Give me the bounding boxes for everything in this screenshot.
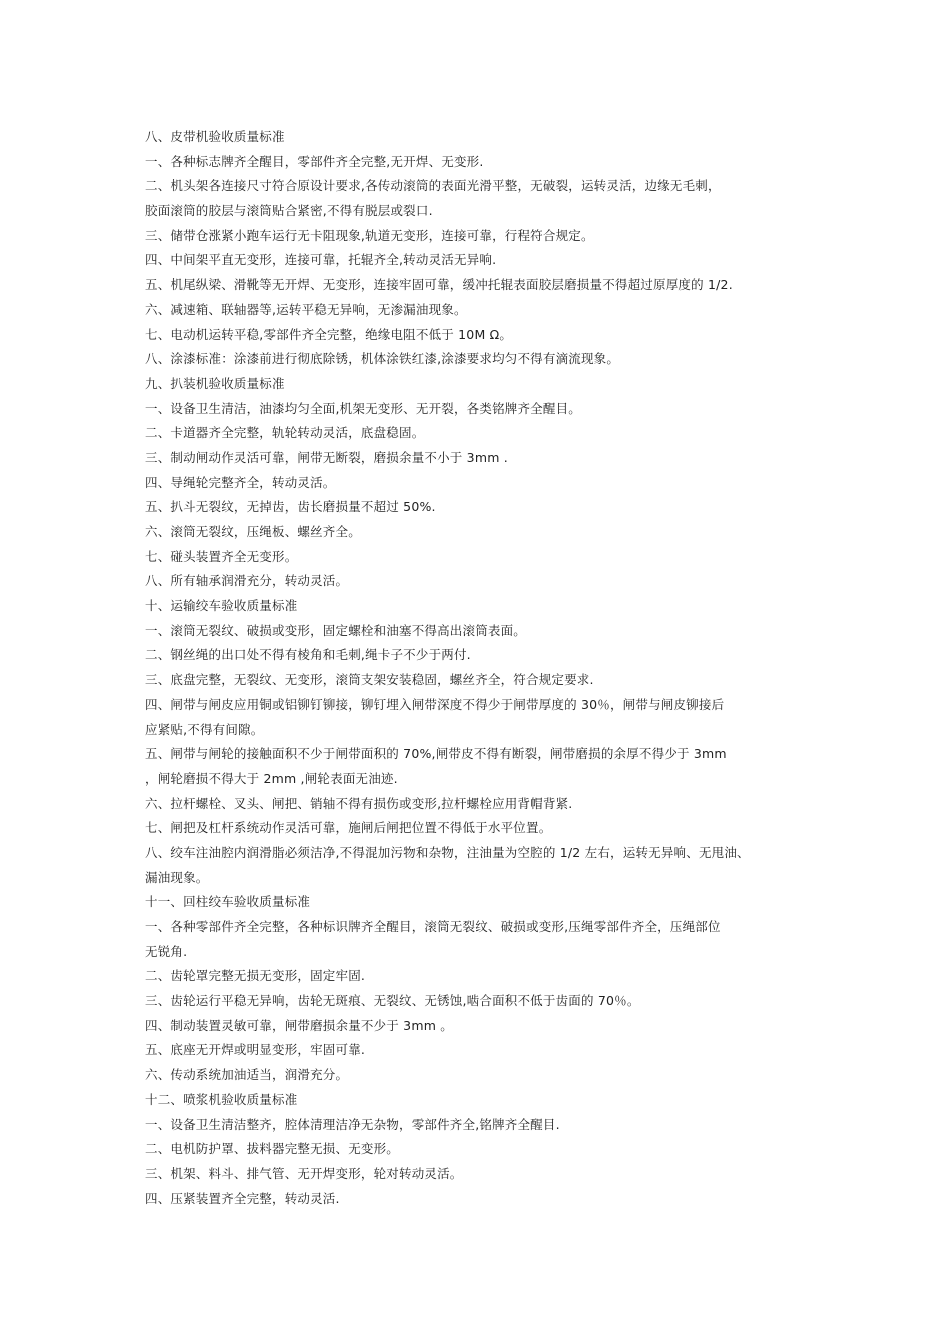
text-line: 三、底盘完整，无裂纹、无变形，滚筒支架安装稳固，螺丝齐全，符合规定要求. xyxy=(145,672,594,688)
text-line: 一、设备卫生清洁整齐，腔体清理洁净无杂物，零部件齐全,铭牌齐全醒目. xyxy=(145,1116,560,1132)
text-line: 一、设备卫生清洁，油漆均匀全面,机架无变形、无开裂，各类铭牌齐全醒目。 xyxy=(145,400,581,416)
text-line: 五、扒斗无裂纹，无掉齿，齿长磨损量不超过 50%. xyxy=(145,499,436,515)
text-line: 六、拉杆螺栓、叉头、闸把、销轴不得有损伤或变形,拉杆螺栓应用背帽背紧. xyxy=(145,795,573,811)
text-line: 一、各种零部件齐全完整，各种标识牌齐全醒目，滚筒无裂纹、破损或变形,压绳零部件齐全，压绳部位 xyxy=(145,919,721,934)
text-line: 四、中间架平直无变形，连接可靠，托辊齐全,转动灵活无异响. xyxy=(145,252,497,268)
text-line: 一、滚筒无裂纹、破损或变形，固定螺栓和油塞不得高出滚筒表面。 xyxy=(145,622,527,638)
text-line: 三、机架、料斗、排气管、无开焊变形，轮对转动灵活。 xyxy=(145,1165,463,1181)
text-line: 一、各种标志牌齐全醒目，零部件齐全完整,无开焊、无变形. xyxy=(145,153,484,169)
text-line: 八、绞车注油腔内润滑脂必须洁净,不得混加污物和杂物，注油量为空腔的 1/2 左右，运转无异响、无甩油、 xyxy=(145,844,750,860)
text-line: 四、导绳轮完整齐全，转动灵活。 xyxy=(145,474,336,490)
section-heading: 九、扒装机验收质量标准 xyxy=(145,375,285,391)
section-heading: 十一、回柱绞车验收质量标准 xyxy=(145,894,311,910)
text-line: 二、齿轮罩完整无损无变形，固定牢固. xyxy=(145,968,366,984)
text-line: 六、传动系统加油适当，润滑充分。 xyxy=(145,1067,349,1083)
text-line: 七、碰头装置齐全无变形。 xyxy=(145,548,298,564)
text-line: 四、压紧装置齐全完整，转动灵活. xyxy=(145,1190,340,1206)
text-line: 六、滚筒无裂纹，压绳板、螺丝齐全。 xyxy=(145,524,361,539)
text-line: 五、闸带与闸轮的接触面积不少于闸带面积的 70%,闸带皮不得有断裂，闸带磨损的余厚不得少于 3mm xyxy=(145,746,727,762)
text-line: 胶面滚筒的胶层与滚筒贴合紧密,不得有脱层或裂口. xyxy=(145,203,433,219)
text-line: 五、底座无开焊或明显变形，牢固可靠. xyxy=(145,1042,366,1058)
section-heading: 十、运输绞车验收质量标准 xyxy=(145,598,298,614)
text-line: 无锐角. xyxy=(145,943,188,959)
text-line: 二、钢丝绳的出口处不得有棱角和毛刺,绳卡子不少于两付. xyxy=(145,647,471,663)
text-line: 八、所有轴承润滑充分，转动灵活。 xyxy=(145,573,349,589)
document-body xyxy=(145,125,835,1211)
text-line: 八、涂漆标准：涂漆前进行彻底除锈，机体涂铁红漆,涂漆要求均匀不得有滴流现象。 xyxy=(145,351,620,367)
text-line: 三、齿轮运行平稳无异响，齿轮无斑痕、无裂纹、无锈蚀,啮合面积不低于齿面的 70％。 xyxy=(145,993,640,1009)
text-line: 二、卡道器齐全完整，轨轮转动灵活，底盘稳固。 xyxy=(145,425,425,441)
text-line: 漏油现象。 xyxy=(145,869,209,885)
section-heading: 八、皮带机验收质量标准 xyxy=(145,129,285,144)
text-line: 四、制动装置灵敏可靠，闸带磨损余量不少于 3mm 。 xyxy=(145,1017,453,1033)
text-line: 应紧贴,不得有间隙。 xyxy=(145,721,264,737)
text-line: 三、储带仓涨紧小跑车运行无卡阻现象,轨道无变形，连接可靠，行程符合规定。 xyxy=(145,227,594,243)
text-line: 五、机尾纵梁、滑靴等无开焊、无变形，连接牢固可靠，缓冲托辊表面胶层磨损量不得超过原厚度的 1/2. xyxy=(145,277,733,293)
text-line: 二、电机防护罩、拔料器完整无损、无变形。 xyxy=(145,1141,400,1157)
text-line: 六、减速箱、联轴器等,运转平稳无异响，无渗漏油现象。 xyxy=(145,301,467,317)
section-heading: 十二、喷浆机验收质量标准 xyxy=(145,1091,298,1107)
text-line: ，闸轮磨损不得大于 2mm ,闸轮表面无油迹. xyxy=(145,770,398,786)
text-line: 七、电动机运转平稳,零部件齐全完整，绝缘电阻不低于 10M Ω。 xyxy=(145,326,513,342)
text-line: 四、闸带与闸皮应用铜或铝铆钉铆接，铆钉埋入闸带深度不得少于闸带厚度的 30％，闸带与闸皮铆接后 xyxy=(145,696,725,712)
text-line: 二、机头架各连接尺寸符合原设计要求,各传动滚筒的表面光滑平整，无破裂，运转灵活，边缘无毛刺， xyxy=(145,178,721,194)
text-line: 七、闸把及杠杆系统动作灵活可靠，施闸后闸把位置不得低于水平位置。 xyxy=(145,820,552,836)
text-line: 三、制动闸动作灵活可靠，闸带无断裂，磨损余量不小于 3mm . xyxy=(145,449,508,465)
